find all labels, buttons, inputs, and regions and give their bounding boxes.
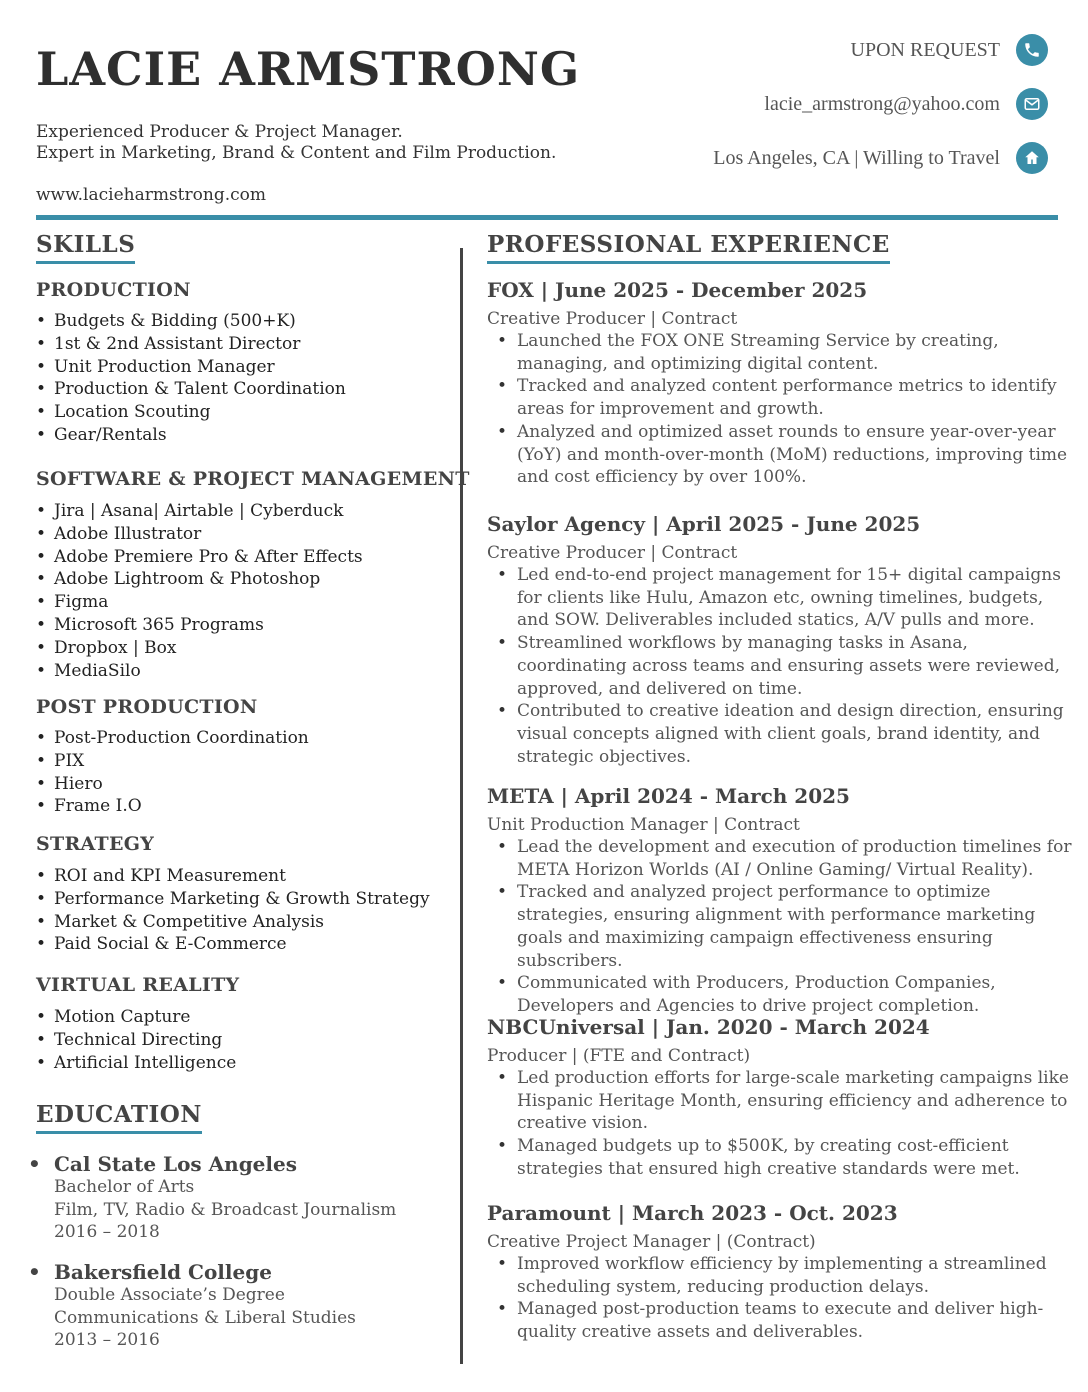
list-item: • Budgets & Bidding (500+K) bbox=[36, 310, 346, 333]
experience-title: PROFESSIONAL EXPERIENCE bbox=[487, 231, 890, 264]
list-item: • Gear/Rentals bbox=[36, 424, 346, 447]
years: 2013 – 2016 bbox=[54, 1330, 160, 1350]
job-heading: FOX | June 2025 - December 2025 bbox=[487, 278, 868, 302]
list-item: • Lead the development and execution of production timelines for META Horizon Worlds (AI / Online Gaming/ Virtual Reality). bbox=[517, 836, 1077, 881]
job-entry bbox=[487, 278, 1077, 489]
job-bullets bbox=[487, 1253, 1077, 1344]
job-role: Producer | (FTE and Contract) bbox=[487, 1046, 751, 1066]
list-item: • Production & Talent Coordination bbox=[36, 378, 346, 401]
tagline-line-1: Experienced Producer & Project Manager. bbox=[36, 122, 403, 142]
school-name: • Bakersfield College bbox=[28, 1260, 356, 1284]
skill-group-title: PRODUCTION bbox=[36, 279, 191, 301]
job-bullets bbox=[487, 330, 1077, 489]
list-item: • Contributed to creative ideation and design direction, ensuring visual concepts aligned with client goals, brand identity, and strategic objectives. bbox=[517, 700, 1077, 768]
list-item: • Launched the FOX ONE Streaming Service by creating, managing, and optimizing digital content. bbox=[517, 330, 1077, 375]
contact-location bbox=[713, 142, 1048, 174]
list-item: • Jira | Asana| Airtable | Cyberduck bbox=[36, 500, 363, 523]
skill-list-post-production bbox=[36, 727, 309, 818]
list-item: • ROI and KPI Measurement bbox=[36, 865, 430, 888]
education-entry bbox=[28, 1260, 356, 1352]
list-item: • Adobe Lightroom & Photoshop bbox=[36, 568, 363, 591]
list-item: • Communicated with Producers, Production Companies, Developers and Agencies to drive project completion. bbox=[517, 972, 1077, 1017]
list-item: • Led production efforts for large-scale marketing campaigns like Hispanic Heritage Month, ensuring efficiency and adherence to creative vision. bbox=[517, 1067, 1077, 1135]
list-item: • Managed post-production teams to execute and deliver high-quality creative assets and deliverables. bbox=[517, 1298, 1077, 1343]
list-item: • Tracked and analyzed content performance metrics to identify areas for improvement and growth. bbox=[517, 375, 1077, 420]
job-role: Creative Producer | Contract bbox=[487, 543, 738, 563]
education-title: EDUCATION bbox=[36, 1101, 202, 1134]
list-item: • Streamlined workflows by managing tasks in Asana, coordinating across teams and ensuring assets were reviewed, approved, and delivered on time. bbox=[517, 632, 1077, 700]
list-item: • Motion Capture bbox=[36, 1006, 236, 1029]
list-item: • Post-Production Coordination bbox=[36, 727, 309, 750]
job-bullets bbox=[487, 1067, 1077, 1181]
list-item: • Artificial Intelligence bbox=[36, 1052, 236, 1075]
education-entry bbox=[28, 1152, 396, 1244]
job-role: Unit Production Manager | Contract bbox=[487, 815, 800, 835]
list-item: • Location Scouting bbox=[36, 401, 346, 424]
list-item: • Figma bbox=[36, 591, 363, 614]
contact-email bbox=[764, 88, 1048, 120]
email-text[interactable]: lacie_armstrong@yahoo.com bbox=[764, 92, 1000, 115]
list-item: • MediaSilo bbox=[36, 660, 363, 683]
skill-group-title: VIRTUAL REALITY bbox=[36, 974, 240, 996]
list-item: • Managed budgets up to $500K, by creating cost-efficient strategies that ensured high creative standards were met. bbox=[517, 1135, 1077, 1180]
list-item: • Adobe Premiere Pro & After Effects bbox=[36, 546, 363, 569]
school-name: • Cal State Los Angeles bbox=[28, 1152, 396, 1176]
job-entry bbox=[487, 512, 1077, 768]
list-item: • 1st & 2nd Assistant Director bbox=[36, 333, 346, 356]
tagline bbox=[36, 122, 556, 164]
list-item: • Adobe Illustrator bbox=[36, 523, 363, 546]
skill-list-virtual-reality bbox=[36, 1006, 236, 1074]
mail-icon bbox=[1016, 88, 1048, 120]
field-of-study: Film, TV, Radio & Broadcast Journalism bbox=[54, 1199, 397, 1220]
list-item: • Tracked and analyzed project performance to optimize strategies, ensuring alignment with performance marketing goals and maximizing campaign effectiveness ensuring subscribers. bbox=[517, 881, 1077, 972]
list-item: • Market & Competitive Analysis bbox=[36, 911, 430, 934]
job-heading: NBCUniversal | Jan. 2020 - March 2024 bbox=[487, 1015, 930, 1039]
skill-list-strategy bbox=[36, 865, 430, 956]
candidate-name: LACIE ARMSTRONG bbox=[36, 42, 581, 96]
skill-group-title: SOFTWARE & PROJECT MANAGEMENT bbox=[36, 468, 470, 490]
job-entry bbox=[487, 784, 1077, 1018]
home-icon bbox=[1016, 142, 1048, 174]
job-bullets bbox=[487, 564, 1077, 768]
job-heading: Paramount | March 2023 - Oct. 2023 bbox=[487, 1201, 898, 1225]
list-item: • Dropbox | Box bbox=[36, 637, 363, 660]
list-item: • Led end-to-end project management for 15+ digital campaigns for clients like Hulu, Amazon etc, owning timelines, budgets, and SOW. Deliverables included statics, A/V pulls and more. bbox=[517, 564, 1077, 632]
contact-phone bbox=[851, 34, 1048, 66]
job-heading: META | April 2024 - March 2025 bbox=[487, 784, 850, 808]
job-role: Creative Project Manager | (Contract) bbox=[487, 1232, 816, 1252]
location-text: Los Angeles, CA | Willing to Travel bbox=[713, 146, 1000, 169]
list-item: • Frame I.O bbox=[36, 795, 309, 818]
list-item: • Hiero bbox=[36, 773, 309, 796]
list-item: • Analyzed and optimized asset rounds to ensure year-over-year (YoY) and month-over-month (MoM) reductions, improving time and cost efficiency by over 100%. bbox=[517, 421, 1077, 489]
column-divider bbox=[460, 248, 463, 1364]
list-item: • Microsoft 365 Programs bbox=[36, 614, 363, 637]
header-rule bbox=[36, 215, 1058, 220]
job-entry bbox=[487, 1201, 1077, 1344]
skills-title: SKILLS bbox=[36, 231, 135, 264]
website-link[interactable]: www.lacieharmstrong.com bbox=[36, 185, 266, 205]
job-bullets bbox=[487, 836, 1077, 1018]
list-item: • Unit Production Manager bbox=[36, 356, 346, 379]
job-role: Creative Producer | Contract bbox=[487, 309, 738, 329]
years: 2016 – 2018 bbox=[54, 1222, 160, 1242]
field-of-study: Communications & Liberal Studies bbox=[54, 1307, 356, 1328]
phone-icon bbox=[1016, 34, 1048, 66]
job-entry bbox=[487, 1015, 1077, 1181]
skill-list-production bbox=[36, 310, 346, 447]
tagline-line-2: Expert in Marketing, Brand & Content and Film Production. bbox=[36, 143, 557, 163]
skill-group-title: POST PRODUCTION bbox=[36, 696, 258, 718]
list-item: • PIX bbox=[36, 750, 309, 773]
job-heading: Saylor Agency | April 2025 - June 2025 bbox=[487, 512, 921, 536]
skill-list-software bbox=[36, 500, 363, 682]
skill-group-title: STRATEGY bbox=[36, 833, 155, 855]
list-item: • Paid Social & E-Commerce bbox=[36, 933, 430, 956]
list-item: • Improved workflow efficiency by implementing a streamlined scheduling system, reducing production delays. bbox=[517, 1253, 1077, 1298]
degree: Double Associate’s Degree bbox=[54, 1285, 285, 1305]
list-item: • Technical Directing bbox=[36, 1029, 236, 1052]
phone-text: UPON REQUEST bbox=[850, 38, 1000, 61]
list-item: • Performance Marketing & Growth Strategy bbox=[36, 888, 430, 911]
degree: Bachelor of Arts bbox=[54, 1177, 195, 1197]
